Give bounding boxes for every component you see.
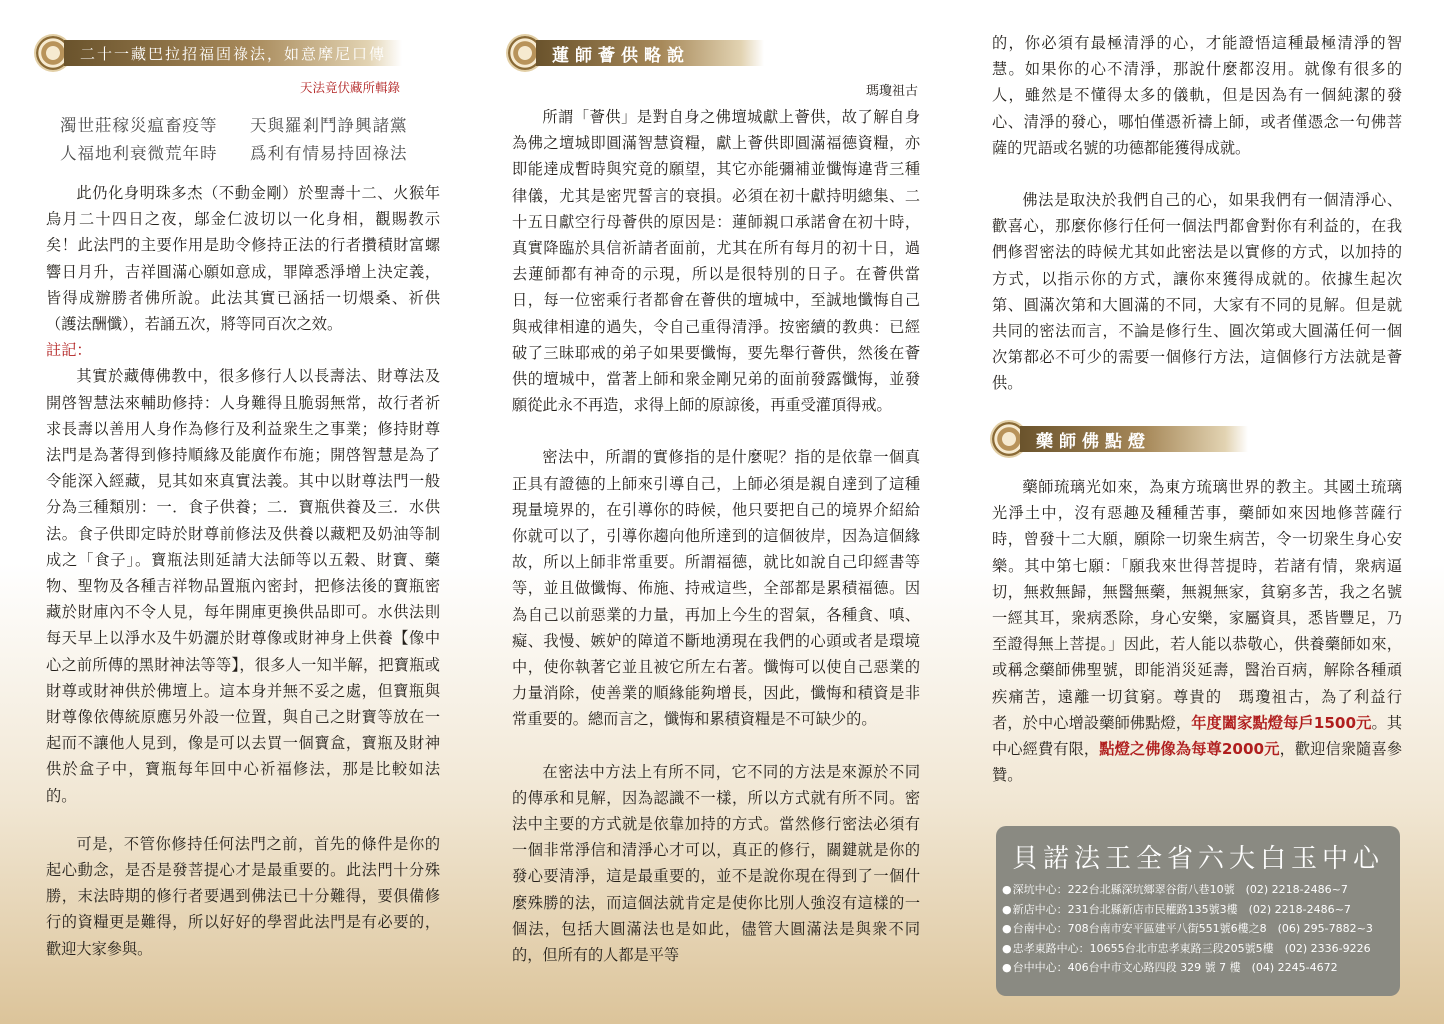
paragraph: 密法中，所謂的實修指的是什麼呢？指的是依靠一個真正具有證德的上師來引導自己，上師必須是親自達到了這種現量境界的，在引導你的時候，他只要把自己的境界介紹給你就可以了，引導你趨向他所達到的這個彼岸，因為這個緣故，所以上師非常重要。所謂福德，就比如說自己印經書等等，並且做懺悔、佈施、持戒這些，全部都是累積福德。因為自己以前惡業的力量，再加上今生的習氣，各種貪、嗔、癡、我慢、嫉妒的障道不斷地湧現在我們的心頭或者是環境中，使你執著它並且被它所左右著。懺悔可以使自己惡業的力量消除，使善業的順緣能夠增長，因此，懺悔和積資是非常重要的。總而言之，懺悔和累積資糧是不可缺少的。	[512, 448, 920, 729]
section-header-medicine-buddha	[992, 422, 1248, 456]
statue-price-highlight: 點燈之佛像為每尊2000元	[1099, 740, 1280, 759]
centers-title: 貝諾法王全省六大白玉中心	[1011, 844, 1384, 874]
list-item: ● 深坑中心：222台北縣深坑鄉翠谷街八巷10號 (02) 2218-2486~7	[1002, 880, 1400, 900]
centers-contact-box	[996, 826, 1400, 996]
section-header-ganachakra	[508, 36, 764, 70]
paragraph: 此仍化身明珠多杰（不動金剛）於聖壽十二、火猴年烏月二十四日之夜，鄔金仁波切以一化身相，觀賜教示矣！此法門的主要作用是助令修持正法的行者攢積財富螺響日月升，吉祥圓滿心願如意成，罪障悉淨增上決定義，皆得成辦勝者佛所說。此法其實已涵括一切煨桑、祈供（護法酬懺），若誦五次，將等同百次之效。	[46, 184, 440, 334]
article-body-zambala	[46, 180, 440, 962]
paragraph: 可是，不管你修持任何法門之前，首先的條件是你的起心動念，是否是發菩提心才是最重要的。此法門十分殊勝，末法時期的修行者要遇到佛法已十分難得，要俱備修行的資糧更是難得，所以好好的學習此法門是有必要的，歡迎大家參與。	[46, 834, 440, 958]
paragraph: 佛法是取決於我們自己的心，如果我們有一個清淨心、歡喜心，那麼你修行任何一個法門都會對你有利益的，在我們修習密法的時候尤其如此密法是以實修的方式，以加持的方式，以指示你的方式，讓你來獲得成就的。依據生起次第、圓滿次第和大圓滿的不同，大家有不同的見解。但是就共同的密法而言，不論是修行生、圓次第或大圓滿任何一個次第都必不可少的需要一個修行方法，這個修行方法就是薈供。	[992, 191, 1402, 393]
section-header-zambala	[36, 36, 402, 70]
article-body-ganachakra	[512, 104, 920, 968]
verse	[60, 112, 408, 168]
note-label: 註記：	[46, 341, 92, 360]
list-item: ● 新店中心：231台北縣新店市民權路135號3樓 (02) 2218-2486~7	[1002, 900, 1400, 920]
paragraph: 所謂「薈供」是對自身之佛壇城獻上薈供，故了解自身為佛之壇城即圓滿智慧資糧，獻上薈供即圓滿福德資糧，亦即能達成暫時與究竟的願望，其它亦能彌補並懺悔違背三種律儀，尤其是密咒誓言的衰損。必須在初十獻持明總集、二十五日獻空行母薈供的原因是：蓮師親口承諾會在初十時，真實降臨於具信祈請者面前，尤其在所有每月的初十日，過去蓮師都有神奇的示現，所以是很特別的日子。在薈供當日，每一位密乘行者都會在薈供的壇城中，至誠地懺悔自己與戒律相違的過失，令自己重得清淨。按密續的教典：已經破了三昧耶戒的弟子如果要懺悔，要先舉行薈供，然後在薈供的壇城中，當著上師和衆金剛兄弟的面前發露懺悔，並發願從此永不再造，求得上師的原諒後，再重受灌頂得戒。	[512, 108, 920, 415]
paragraph: 在密法中方法上有所不同，它不同的方法是來源於不同的傳承和見解，因為認識不一樣，所以方式就有所不同。密法中主要的方式就是依靠加持的方式。當然修行密法必須有一個非常淨信和清淨心才可以，真正的修行，關鍵就是你的發心要清淨，這是最重要的，並不是說你現在得到了一個什麼殊勝的法，而這個法就肯定是使你比別人強沒有這樣的一個法，包括大圓滿法也是如此，儘管大圓滿法是與衆不同的，但所有的人都是平等	[512, 762, 920, 965]
paragraph: 的，你必須有最極清淨的心，才能證悟這種最極清淨的智慧。如果你的心不清淨，那說什麼都沒用。就像有很多的人，雖然是不懂得太多的儀軌，但是因為有一個純潔的發心、清淨的發心，哪怕僅憑祈禱上師，或者僅憑念一句佛菩薩的咒語或名號的功德都能獲得成就。	[992, 34, 1402, 157]
section-title: 二十一藏巴拉招福固祿法，如意摩尼口傳	[64, 40, 402, 66]
verse-line: 濁世莊稼災瘟畜疫等 天與羅剎鬥諍興諸黨	[60, 116, 408, 135]
paragraph: 藥師琉璃光如來，為東方琉璃世界的教主。其國土琉璃光淨土中，沒有惡趣及種種苦事，藥師如來因地修菩薩行時，曾發十二大願，願除一切衆生病苦，令一切衆生身心安樂。其中第七願：「願我來世得菩提時，若諸有情，衆病逼切，無救無歸，無醫無藥，無親無家，貧窮多苦，我之名號一經其耳，衆病悉除，身心安樂，家屬資具，悉皆豐足，乃至證得無上菩提。」因此，若人能以恭敬心，供養藥師如來，或稱念藥師佛聖號，即能消災延壽，醫治百病，解除各種頑疾痛苦，遠離一切貧窮。尊貴的 瑪瓊祖古，為了利益行者，於中心增設藥師佛點燈，年度闔家點燈每戶1500元。其中心經費有限，點燈之佛像為每尊2000元，歡迎信衆隨喜參贊。	[992, 478, 1403, 785]
section-title: 蓮師薈供略說	[536, 40, 764, 66]
paragraph: 其實於藏傳佛教中，很多修行人以長壽法、財尊法及開啓智慧法來輔助修持：人身難得且脆弱無常，故行者祈求長壽以善用人身作為修行及利益衆生之事業；修持財尊法門是為著得到修持順緣及能廣作布施；開啓智慧是為了令能深入經藏，見其如來真實法義。其中以財尊法門一般分為三種類別：一．食子供養；二．寶瓶供養及三．水供法。食子供即定時於財尊前修法及供養以藏粑及奶油等制成之「食子」。寶瓶法則延請大法師等以五穀、財寶、藥物、聖物及各種吉祥物品置瓶內密封，把修法後的寶瓶密藏於財庫內不令人見，每年開庫更換供品即可。水供法則每天早上以淨水及牛奶灑於財尊像或財神身上供養【像中心之前所傳的黑財神法等等】，很多人一知半解，把寶瓶或財尊或財神供於佛壇上。這本身并無不妥之處，但寶瓶與財尊像依傳統原應另外設一位置，與自己之財寶等放在一起而不讓他人見到，像是可以去買一個寶盒，寶瓶及財神供於盒子中，寶瓶每年回中心祈福修法，那是比較如法的。	[46, 367, 440, 805]
centers-list	[1002, 880, 1400, 978]
list-item: ● 台中中心：406台中市文心路四段 329 號 7 樓 (04) 2245-4672	[1002, 958, 1400, 978]
author: 瑪瓊祖古	[866, 84, 919, 99]
byline: 天法竟伏藏所輯錄	[300, 80, 401, 95]
verse-line: 人福地利衰微荒年時 爲利有情易持固祿法	[60, 144, 408, 163]
list-item: ● 台南中心：708台南市安平區建平八街551號6樓之8 (06) 295-7882~3	[1002, 919, 1400, 939]
section-title: 藥師佛點燈	[1020, 426, 1248, 452]
article-body-continued	[992, 30, 1402, 397]
article-body-medicine-buddha	[992, 474, 1402, 788]
list-item: ● 忠孝東路中心：10655台北市忠孝東路三段205號5樓 (02) 2336-9226	[1002, 939, 1400, 959]
lamp-price-highlight: 年度闔家點燈每戶1500元	[1191, 713, 1372, 732]
